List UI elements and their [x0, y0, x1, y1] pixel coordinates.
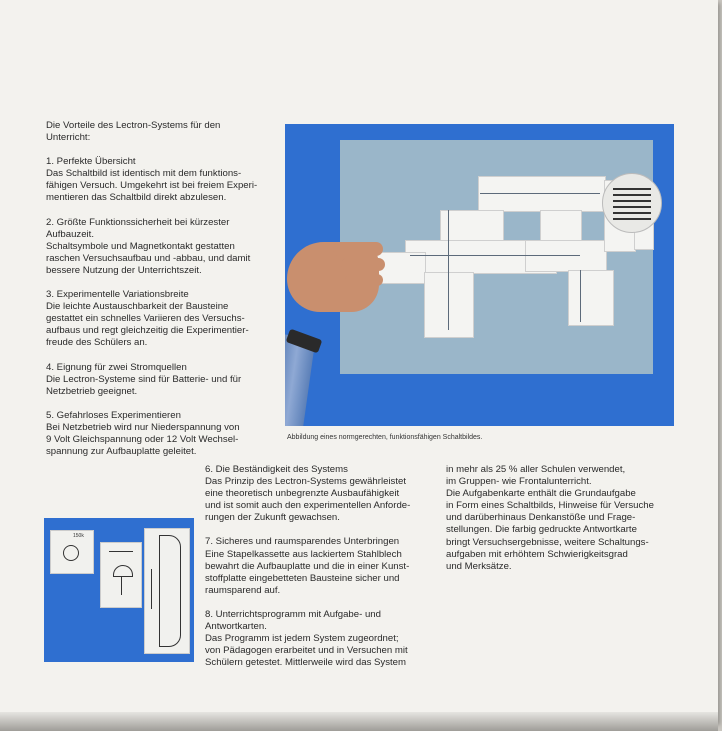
item-7-heading: 7. Sicheres und raumsparendes Unterbringen	[205, 536, 400, 548]
item-2-heading: 2. Größte Funktionssicherheit bei kürzester Aufbauzeit.	[46, 216, 230, 240]
item-6-body: Das Prinzip des Lectron-Systems gewährleistet eine theoretisch unbegrenzte Ausbaufähigkeit und ist somit auch den experimentellen Anforde- rungen der Zukunft gewachsen.	[205, 476, 411, 524]
battery-card	[144, 528, 190, 654]
photo-caption: Abbildung eines normgerechten, funktionsfähigen Schaltbildes.	[287, 434, 483, 441]
item-4-body: Die Lectron-Systeme sind für Batterie- und für Netzbetrieb geeignet.	[46, 373, 242, 397]
page-edge-bottom	[0, 712, 718, 731]
item-1-body: Das Schaltbild ist identisch mit dem funktions- fähigen Versuch. Umgekehrt ist bei freiem Experi- mentieren das Schaltbild direkt abzulesen.	[46, 168, 258, 204]
item-3-body: Die leichte Austauschbarkeit der Bausteine gestattet ein schnelles Variieren des Versuchs- aufbaus und regt gleichzeitig die Experimentier- freude des Schülers an.	[46, 301, 249, 349]
item-4-heading: 4. Eignung für zwei Stromquellen	[46, 361, 187, 373]
item-5-body: Bei Netzbetrieb wird nur Niederspannung von 9 Volt Gleichspannung oder 12 Volt Wechsel- spannung zur Aufbauplatte geleitet.	[46, 421, 240, 458]
schematic-cards	[44, 518, 194, 662]
right-column	[446, 464, 676, 573]
item-1-heading: 1. Perfekte Übersicht	[46, 156, 136, 168]
item-8-body: Das Programm ist jedem System zugeordnet; von Pädagogen erarbeitet und in Versuchen mit Schülern getestet. Mittlerweile wird das System	[205, 633, 408, 669]
item-8-heading: 8. Unterrichtsprogramm mit Aufgabe- und Antwortkarten.	[205, 608, 381, 633]
intro-text: Die Vorteile des Lectron-Systems für den Unterricht:	[46, 120, 221, 144]
item-7-body: Eine Stapelkassette aus lackiertem Stahlblech bewahrt die Aufbauplatte und die in einer Kunst- stoffplatte eingebetteten Bausteine sicher und raumsparend auf.	[205, 548, 410, 596]
continuation-text: in mehr als 25 % aller Schulen verwendet, im Gruppen- wie Frontalunterricht. Die Aufgabenkarte enthält die Grundaufgabe in Form eines Schaltbilds, Hinweise für Versuche und darüberhinaus Denkanstöße und Frage- stellungen. Die farbig gedruckte Antwortkarte bringt Versuchsergebnisse, weitere Schaltungs- aufgaben mit erhöhtem Schwierigkeitsgrad und Merksätze.	[446, 464, 654, 572]
speaker-module	[602, 173, 662, 233]
item-5-heading: 5. Gefahrloses Experimentieren	[46, 409, 181, 421]
left-column	[46, 120, 276, 458]
middle-column	[205, 464, 441, 669]
circuit-photo	[285, 124, 674, 426]
item-3-heading: 3. Experimentelle Variationsbreite	[46, 289, 189, 301]
transistor-card	[50, 530, 94, 574]
item-6-heading: 6. Die Beständigkeit des Systems	[205, 464, 348, 475]
circuit-board	[340, 140, 653, 374]
resistor-label: 150k	[73, 533, 84, 539]
bell-card	[100, 542, 142, 608]
item-2-body: Schaltsymbole und Magnetkontakt gestatten raschen Versuchsaufbau und -abbau, und damit bessere Nutzung der Unterrichtszeit.	[46, 240, 251, 276]
